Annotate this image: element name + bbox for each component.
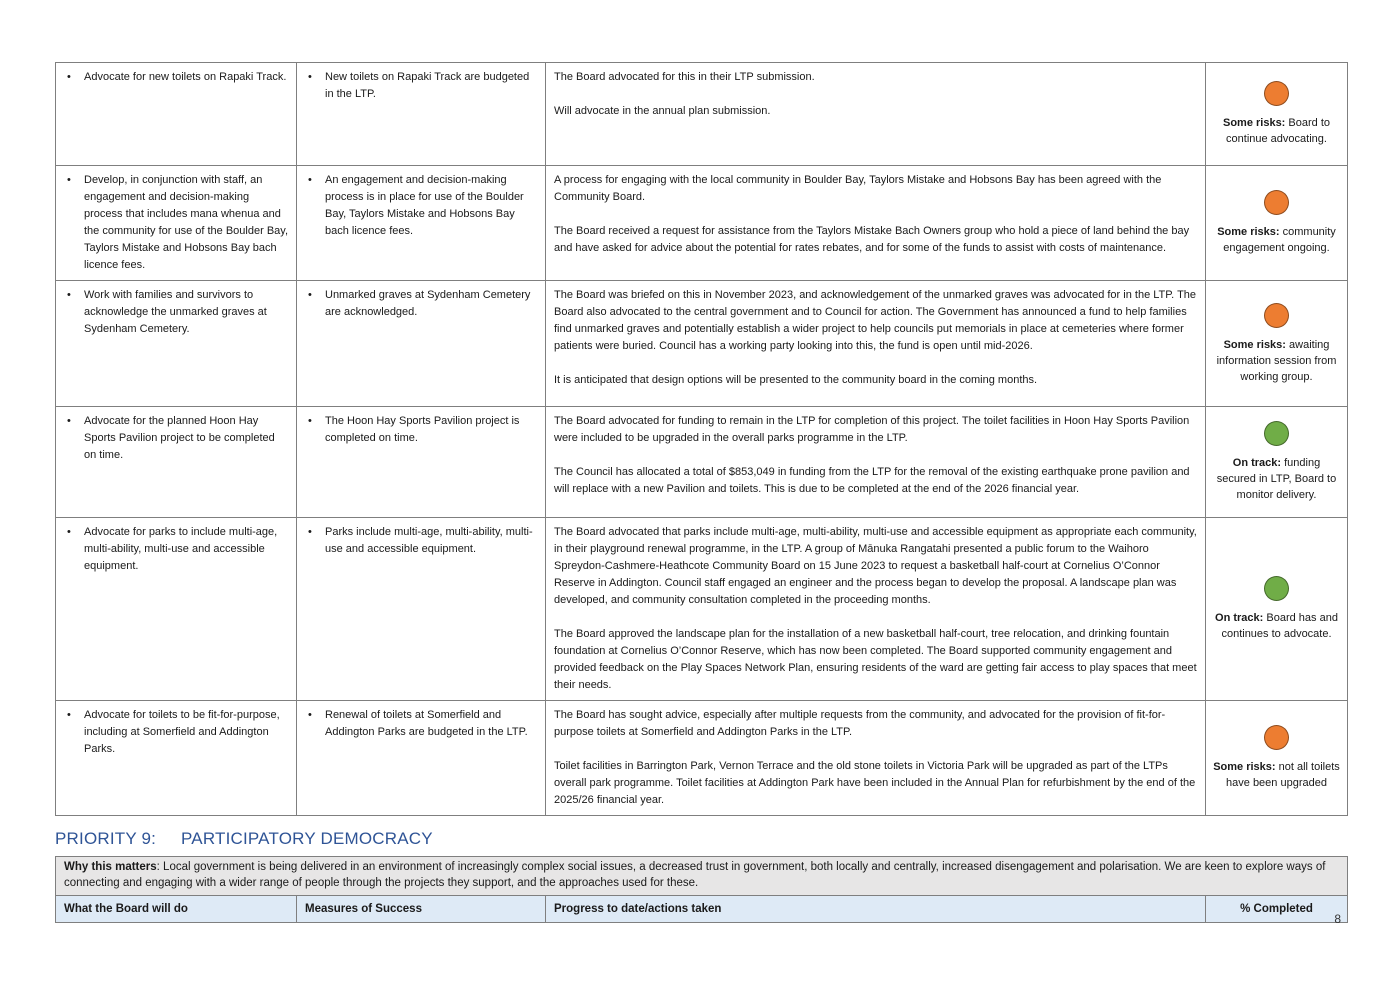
measure-text: New toilets on Rapaki Track are budgeted in the LTP. [325, 71, 530, 100]
table-row [56, 63, 1348, 166]
status-label: On track: [1215, 612, 1264, 624]
why-label: Why this matters [64, 861, 157, 873]
next-priority-table [55, 856, 1348, 923]
column-header-completed: % Completed [1206, 896, 1348, 923]
bullet-icon: • [67, 174, 71, 186]
column-header-actions: What the Board will do [56, 896, 297, 923]
measure-cell [297, 518, 546, 701]
status-detail: Board has and continues to advocate. [1221, 612, 1338, 640]
status-cell [1206, 518, 1348, 701]
table-body [56, 63, 1348, 816]
bullet-icon: • [308, 526, 312, 538]
progress-cell [546, 63, 1206, 166]
measure-cell [297, 407, 546, 518]
table-row [56, 518, 1348, 701]
progress-cell [546, 518, 1206, 701]
status-badge [1214, 421, 1339, 503]
measure-text: An engagement and decision-making process is in place for use of the Boulder Bay, Taylors Mistake and Hobsons Bay bach licence fees. [325, 174, 524, 237]
measure-cell [297, 701, 546, 816]
bullet-item [64, 707, 288, 758]
status-circle-icon [1264, 303, 1289, 328]
bullet-icon: • [67, 526, 71, 538]
bullet-item [305, 413, 537, 447]
bullet-item [64, 524, 288, 575]
progress-cell [546, 281, 1206, 407]
status-detail: awaiting information session from working group. [1216, 338, 1337, 383]
status-badge [1214, 303, 1339, 385]
board-action-cell [56, 166, 297, 281]
page-number: 8 [1334, 912, 1341, 926]
bullet-item [64, 69, 288, 86]
measure-cell [297, 166, 546, 281]
board-action-text: Advocate for toilets to be fit-for-purpose, including at Somerfield and Addington Parks. [84, 709, 280, 755]
board-action-cell [56, 518, 297, 701]
table-row [56, 281, 1348, 407]
bullet-item [305, 707, 537, 741]
bullet-icon: • [67, 71, 71, 83]
progress-paragraph: The Board advocated for this in their LTP submission. [554, 71, 815, 83]
bullet-icon: • [67, 289, 71, 301]
status-cell [1206, 407, 1348, 518]
progress-paragraph: The Board advocated for funding to remain in the LTP for completion of this project. The toilet facilities in Hoon Hay Sports Pavilion were included to be upgraded in the overall parks programme in the LTP. [554, 415, 1190, 444]
progress-cell [546, 166, 1206, 281]
status-detail: Board to continue advocating. [1226, 117, 1330, 145]
measure-cell [297, 63, 546, 166]
bullet-icon: • [308, 289, 312, 301]
bullet-icon: • [308, 415, 312, 427]
priority-heading [55, 829, 1347, 849]
progress-paragraph: It is anticipated that design options will be presented to the community board in the coming months. [554, 374, 1038, 386]
why-text: : Local government is being delivered in an environment of increasingly complex social issues, a decreased trust in government, both locally and centrally, increased disengagement and polarisation. We are keen to explore ways of connecting and engaging with a wider range of people through the projects they support, and the approaches used for these. [64, 861, 1326, 889]
progress-paragraph: The Board advocated that parks include multi-age, multi-ability, multi-use and accessible equipment as appropriate each community, in their playground renewal programme, in the LTP. A group of Mānuka Rangatahi presented a public forum to the Waihoro Spreydon-Cashmere-Heathcote Community Board on 15 June 2023 to request a basketball half-court at Cornelius O’Connor Reserve in Addington. Council staff engaged an engineer and the process began to develop the proposal. A landscape plan was developed, and community consultation completed in the proceeding months. [554, 526, 1197, 606]
status-label: On track: [1232, 457, 1282, 469]
table-row [56, 407, 1348, 518]
status-text [1213, 455, 1341, 503]
priority-progress-table [55, 62, 1348, 816]
progress-cell [546, 407, 1206, 518]
status-label: Some risks: [1222, 117, 1286, 129]
status-circle-icon [1264, 725, 1289, 750]
why-this-matters-row [56, 857, 1348, 896]
status-detail: not all toilets have been upgraded [1226, 761, 1340, 789]
status-circle-icon [1264, 421, 1289, 446]
board-action-text: Advocate for new toilets on Rapaki Track. [84, 71, 287, 83]
table-row [56, 166, 1348, 281]
priority-title: PARTICIPATORY DEMOCRACY [181, 829, 433, 848]
measure-text: The Hoon Hay Sports Pavilion project is completed on time. [325, 415, 520, 444]
progress-paragraph: The Board received a request for assistance from the Taylors Mistake Bach Owners group who hold a piece of land behind the bay and have asked for advice about the potential for rates rebates, and for some of the funds to assist with costs of maintenance. [554, 225, 1190, 254]
status-detail: community engagement ongoing. [1223, 226, 1336, 254]
bullet-item [64, 172, 288, 274]
progress-paragraph: The Board has sought advice, especially after multiple requests from the community, and advocated for the provision of fit-for-purpose toilets at Somerfield and Addington Parks in the LTP. [554, 709, 1166, 738]
status-text [1213, 337, 1341, 385]
measure-text: Unmarked graves at Sydenham Cemetery are acknowledged. [325, 289, 531, 318]
status-badge [1214, 190, 1339, 256]
column-header-measures: Measures of Success [297, 896, 546, 923]
status-cell [1206, 281, 1348, 407]
bullet-item [305, 172, 537, 240]
bullet-item [305, 287, 537, 321]
status-label: Some risks: [1213, 761, 1276, 773]
status-text [1213, 224, 1341, 256]
bullet-icon: • [67, 415, 71, 427]
status-text [1213, 610, 1341, 642]
measure-text: Parks include multi-age, multi-ability, multi-use and accessible equipment. [325, 526, 533, 555]
status-cell [1206, 166, 1348, 281]
progress-cell [546, 701, 1206, 816]
board-action-cell [56, 407, 297, 518]
progress-paragraph: A process for engaging with the local community in Boulder Bay, Taylors Mistake and Hobsons Bay has been agreed with the Community Board. [554, 174, 1162, 203]
page-content [55, 62, 1347, 923]
measure-text: Renewal of toilets at Somerfield and Addington Parks are budgeted in the LTP. [325, 709, 528, 738]
status-badge [1214, 576, 1339, 642]
why-this-matters [56, 857, 1348, 896]
status-circle-icon [1264, 190, 1289, 215]
progress-paragraph: Will advocate in the annual plan submission. [554, 105, 771, 117]
status-label: Some risks: [1217, 226, 1280, 238]
column-header-progress: Progress to date/actions taken [546, 896, 1206, 923]
status-badge [1214, 81, 1339, 147]
bullet-item [64, 413, 288, 464]
status-label: Some risks: [1223, 338, 1286, 351]
status-circle-icon [1264, 81, 1289, 106]
progress-paragraph: Toilet facilities in Barrington Park, Vernon Terrace and the old stone toilets in Victoria Park will be upgraded as part of the LTPs overall park programme. Toilet facilities at Addington Park have been included in the Annual Plan for refurbishment by the end of the 2025/26 financial year. [554, 760, 1196, 806]
measure-cell [297, 281, 546, 407]
status-cell [1206, 63, 1348, 166]
table-row [56, 701, 1348, 816]
progress-paragraph: The Council has allocated a total of $853,049 in funding from the LTP for the removal of the existing earthquake prone pavilion and will replace with a new Pavilion and toilets. This is due to be completed at the end of the 2026 financial year. [554, 466, 1190, 495]
board-action-cell [56, 63, 297, 166]
status-badge [1214, 725, 1339, 791]
bullet-icon: • [308, 71, 312, 83]
status-text [1213, 759, 1341, 791]
bullet-item [305, 524, 537, 558]
bullet-icon: • [67, 709, 71, 721]
board-action-cell [56, 281, 297, 407]
progress-paragraph: The Board approved the landscape plan for the installation of a new basketball half-court, tree relocation, and drinking fountain foundation at Cornelius O’Connor Reserve, which has now been completed. The Board supported community engagement and provided feedback on the Play Spaces Network Plan, ensuring residents of the ward are getting fair access to play spaces that meet their needs. [554, 628, 1197, 691]
board-action-text: Advocate for the planned Hoon Hay Sports Pavilion project to be completed on time. [84, 415, 275, 461]
table-header-row [56, 896, 1348, 923]
status-circle-icon [1264, 576, 1289, 601]
progress-paragraph: The Board was briefed on this in November 2023, and acknowledgement of the unmarked graves was advocated for in the LTP. The Board also advocated to the central government and to Council for action. The Government has announced a fund to help families find unmarked graves and potentially establish a wider project to help councils put memorials in place at cemeteries where former patients were buried. Council has a working party looking into this, the fund is open until mid-2026. [554, 289, 1197, 352]
board-action-text: Work with families and survivors to acknowledge the unmarked graves at Sydenham Cemetery. [84, 289, 267, 335]
board-action-text: Develop, in conjunction with staff, an engagement and decision-making process that includes mana whenua and the community for use of the Boulder Bay, Taylors Mistake and Hobsons Bay bach licence fees. [84, 174, 289, 271]
board-action-text: Advocate for parks to include multi-age, multi-ability, multi-use and accessible equipment. [84, 526, 278, 572]
status-cell [1206, 701, 1348, 816]
status-detail: funding secured in LTP, Board to monitor delivery. [1216, 457, 1337, 501]
bullet-item [64, 287, 288, 338]
priority-number: PRIORITY 9: [55, 829, 157, 848]
bullet-icon: • [308, 709, 312, 721]
status-text [1213, 115, 1341, 147]
bullet-icon: • [308, 174, 312, 186]
board-action-cell [56, 701, 297, 816]
bullet-item [305, 69, 537, 103]
